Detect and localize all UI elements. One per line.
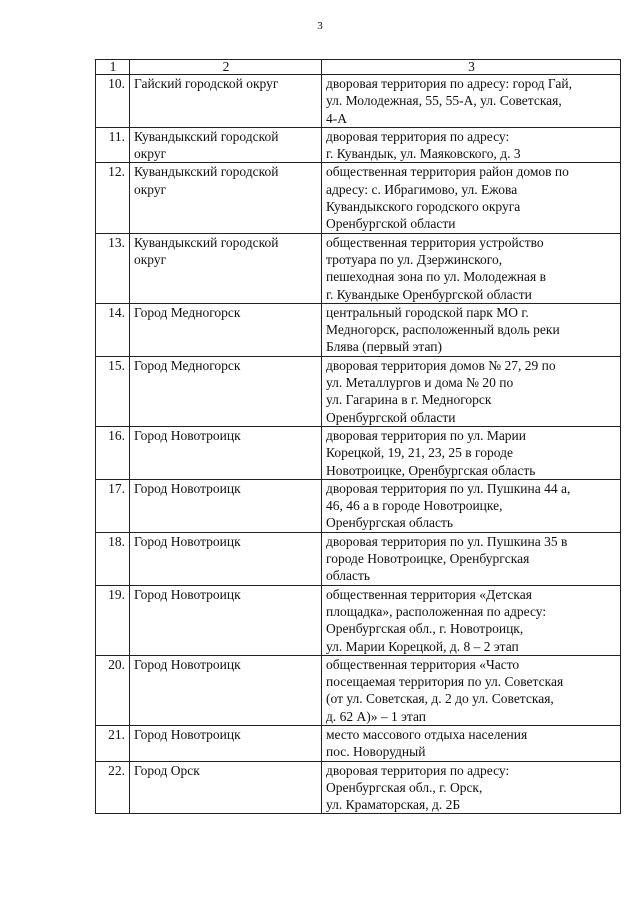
row-description: место массового отдыха населения пос. Новорудный xyxy=(322,725,621,761)
table-row xyxy=(96,585,621,655)
row-number: 14. xyxy=(96,303,130,356)
row-district: Кувандыкский городской округ xyxy=(130,163,322,233)
row-description: дворовая территория по ул. Пушкина 44 а, 46, 46 а в городе Новотроицке, Оренбургская область xyxy=(322,479,621,532)
row-description: общественная территория район домов по адресу: с. Ибрагимово, ул. Ежова Кувандыкского городского округа Оренбургской области xyxy=(322,163,621,233)
row-description: общественная территория «Часто посещаемая территория по ул. Советская (от ул. Советская, д. 2 до ул. Советская, д. 62 А)» – 1 этап xyxy=(322,655,621,725)
territories-table xyxy=(95,59,621,814)
row-number: 16. xyxy=(96,426,130,479)
row-description: дворовая территория по ул. Пушкина 35 в городе Новотроицке, Оренбургская область xyxy=(322,532,621,585)
row-description: общественная территория «Детская площадка», расположенная по адресу: Оренбургская обл., г. Новотроицк, ул. Марии Корецкой, д. 8 – 2 этап xyxy=(322,585,621,655)
row-number: 11. xyxy=(96,127,130,163)
row-district: Кувандыкский городской округ xyxy=(130,233,322,303)
column-header-description: 3 xyxy=(322,60,621,75)
table-row xyxy=(96,356,621,426)
row-description: центральный городской парк МО г. Медногорск, расположенный вдоль реки Блява (первый этап) xyxy=(322,303,621,356)
table-row xyxy=(96,303,621,356)
page-number: 3 xyxy=(317,20,323,32)
table-row xyxy=(96,75,621,128)
row-description: дворовая территория домов № 27, 29 по ул. Металлургов и дома № 20 по ул. Гагарина в г. Медногорск Оренбургской области xyxy=(322,356,621,426)
row-number: 13. xyxy=(96,233,130,303)
row-description: дворовая территория по ул. Марии Корецкой, 19, 21, 23, 25 в городе Новотроицке, Оренбургская область xyxy=(322,426,621,479)
row-number: 20. xyxy=(96,655,130,725)
row-district: Город Новотроицк xyxy=(130,532,322,585)
row-number: 15. xyxy=(96,356,130,426)
row-number: 10. xyxy=(96,75,130,128)
row-district: Город Новотроицк xyxy=(130,725,322,761)
table-row xyxy=(96,426,621,479)
row-number: 19. xyxy=(96,585,130,655)
row-district: Город Новотроицк xyxy=(130,479,322,532)
row-number: 18. xyxy=(96,532,130,585)
row-district: Гайский городской округ xyxy=(130,75,322,128)
row-district: Город Орск xyxy=(130,761,322,814)
row-description: дворовая территория по адресу: город Гай, ул. Молодежная, 55, 55-А, ул. Советская, 4-А xyxy=(322,75,621,128)
row-district: Город Новотроицк xyxy=(130,426,322,479)
row-district: Город Новотроицк xyxy=(130,655,322,725)
row-description: дворовая территория по адресу: Оренбургская обл., г. Орск, ул. Краматорская, д. 2Б xyxy=(322,761,621,814)
column-header-number: 1 xyxy=(96,60,130,75)
table-row xyxy=(96,761,621,814)
table-row xyxy=(96,479,621,532)
row-district: Город Новотроицк xyxy=(130,585,322,655)
row-district: Кувандыкский городской округ xyxy=(130,127,322,163)
table-row xyxy=(96,655,621,725)
row-number: 12. xyxy=(96,163,130,233)
table-header-row xyxy=(96,60,621,75)
row-district: Город Медногорск xyxy=(130,356,322,426)
table-row xyxy=(96,163,621,233)
row-number: 22. xyxy=(96,761,130,814)
column-header-district: 2 xyxy=(130,60,322,75)
table-row xyxy=(96,532,621,585)
row-number: 21. xyxy=(96,725,130,761)
row-number: 17. xyxy=(96,479,130,532)
table-row xyxy=(96,233,621,303)
row-description: дворовая территория по адресу: г. Кувандык, ул. Маяковского, д. 3 xyxy=(322,127,621,163)
row-description: общественная территория устройство тротуара по ул. Дзержинского, пешеходная зона по ул. Молодежная в г. Кувандыке Оренбургской области xyxy=(322,233,621,303)
row-district: Город Медногорск xyxy=(130,303,322,356)
table-row xyxy=(96,127,621,163)
table-row xyxy=(96,725,621,761)
